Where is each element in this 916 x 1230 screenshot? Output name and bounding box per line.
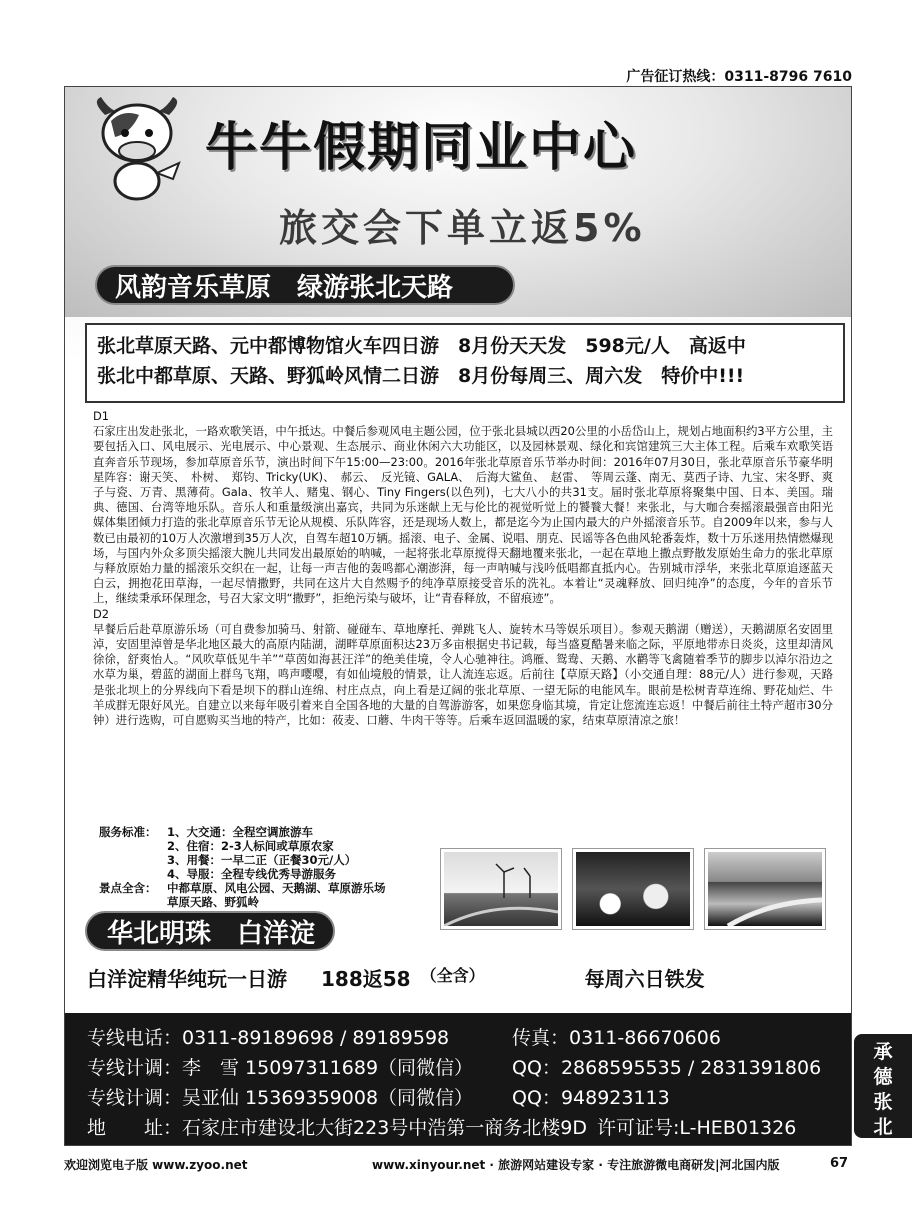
day-label: D1: [93, 409, 110, 423]
tour-name: 白洋淀精华纯玩一日游: [87, 967, 287, 991]
photo-flowers: [573, 849, 693, 929]
offer-box: [85, 323, 845, 403]
planner-contact: 吴亚仙 15369359008（同微信）: [182, 1087, 474, 1109]
offer-line: 张北中都草原、天路、野狐岭风情二日游 8月份每周三、周六发 特价中!!!: [97, 365, 745, 387]
section-banner-zhangbei: 风韵音乐草原 绿游张北天路: [95, 265, 515, 305]
cow-mascot-icon: [87, 93, 187, 205]
side-tab-char: 北: [873, 1116, 893, 1138]
spots-item: 草原天路、野狐岭: [167, 895, 259, 909]
offer-line: 张北草原天路、元中都博物馆火车四日游 8月份天天发 598元/人 高返中: [97, 335, 746, 357]
service-item: 2、住宿：2-3人标间或草原农家: [167, 839, 334, 853]
itinerary: [93, 409, 833, 728]
service-item: 4、导服：全程专线优秀导游服务: [167, 867, 336, 881]
side-tab-char: 张: [873, 1091, 893, 1113]
tour-schedule: 每周六日铁发: [584, 967, 705, 991]
photo-wind-turbines: [441, 849, 561, 929]
spots-item: 中都草原、风电公园、天鹅湖、草原游乐场: [167, 881, 386, 895]
hotline-number: 0311-89189698 / 89189598: [182, 1027, 450, 1049]
service-item: 1、大交通：全程空调旅游车: [167, 825, 314, 839]
day-label: D2: [93, 606, 110, 621]
side-tab-char: 德: [873, 1066, 893, 1088]
ad-frame: [64, 86, 852, 1146]
address-label: 地 址：: [87, 1117, 183, 1139]
qq-label: QQ：: [512, 1057, 561, 1079]
baiyangdian-tour: [87, 963, 827, 992]
contact-label: 专线电话：: [87, 1027, 183, 1049]
footer-right: www.xinyour.net · 旅游网站建设专家 · 专注旅游微电商研发|河北国内版: [372, 1158, 780, 1172]
photo-road: [705, 849, 825, 929]
service-item: 3、用餐：一早二正（正餐30元/人）: [167, 853, 357, 867]
ad-hotline: 广告征订热线：0311-8796 7610: [626, 69, 852, 85]
qq-number: 2868595535 / 2831391806: [560, 1057, 822, 1079]
qq-number: 948923113: [560, 1087, 670, 1109]
fax-number: 0311-86670606: [569, 1027, 721, 1049]
page-number: 67: [830, 1156, 849, 1171]
contact-label: 专线计调：: [87, 1057, 183, 1079]
planner-contact: 李 雪 15097311689（同微信）: [182, 1057, 474, 1079]
section-banner-baiyangdian: 华北明珠 白洋淀: [85, 911, 335, 951]
address-value: 石家庄市建设北大街223号中浩第一商务北楼9D: [182, 1117, 588, 1139]
day-text: 早餐后后赴草原游乐场（可自费参加骑马、射箭、碰碰车、草地摩托、弹跳飞人、旋转木马等娱乐项目）。参观天鹅湖（赠送），天鹅湖原名安固里淖，安固里淖曾是华北地区最大的高原内陆湖，湖畔草原面积达23万多亩根据史书记载，每当盛夏酷暑来临之际，平原地带赤日炎炎，这里却清风徐徐，舒爽怡人。“风吹草低见牛羊”“草茵如海甚汪洋”的绝美佳境，令人心驰神往。鸿雁、鸳鸯、天鹅、水鹳等飞禽随着季节的脚步以淖尔沿边之水草为巢，碧蓝的湖面上群鸟飞翔，鸣声嘤嘤，有如仙境般的情景，让人流连忘返。后前往【草原天路】（小交通自理：88元/人）进行参观，天路是张北坝上的分界线向下看是坝下的群山连绵、村庄点点，向上看是辽阔的张北草原、一望无际的电能风车。眼前是松树青草连绵、野花灿烂、牛羊成群无限好风光。自建立以来每年吸引着来自全国各地的大量的自驾游游客，如果您身临其境，肯定让您流连忘返！中餐后前往土特产超市30分钟）进行选购，可自愿购买当地的特产，比如：莜麦、口蘑、牛肉干等等。后乘车返回温暖的家，结束草原清凉之旅！: [93, 621, 833, 728]
day-text: 石家庄出发赴张北，一路欢歌笑语，中午抵达。中餐后参观风电主题公园，位于张北县城以西20公里的小岳岱山上，规划占地面积约3平方公里，主要包括入口、风电展示、光电展示、中心景观、生态展示、商业休闲六大功能区，以及园林景观、绿化和宾馆建筑三大主体工程。后乘车欢歌笑语直奔音乐节现场，参加草原音乐节，演出时间下午15:00—23:00。2016年张北草原音乐节举办时间：2016年07月30日，张北草原音乐节豪华明星阵容：谢天笑、 朴树、 郑钧、Tricky(UK)、 郝云、 反光镜、GALA、 后海大鲨鱼、 赵雷、 等周云蓬、南无、莫西子诗、九宝、宋冬野、爽子与瓷、万青、黑薄荷。Gala、牧羊人、赌鬼、钢心、Tiny Fingers(以色列)，七大八小的共31支。届时张北草原将聚集中国、日本、美国。瑞典、德国、台湾等地乐队。音乐人和重量级演出嘉宾，共同为乐迷献上无与伦比的视觉听觉上的饕餮大餐！来张北，与大咖合奏摇滚最强音由阳光媒体集团倾力打造的张北草原音乐节无论从规模、乐队阵容，还是现场人数上，都是迄今为止国内最大的户外摇滚音乐节。自2009年以来，参与人数已由最初的10万人次激增到35万人次，自驾车超10万辆。摇滚、电子、金属、说唱、朋克、民谣等各色曲风轮番轰炸，数十万乐迷用热情燃爆现场，与国内外众多顶尖摇滚大腕儿共同发出最原始的呐喊，一起将张北草原搅得天翻地覆来张北，一起在草地上撒点野散发原始生命力的张北草原与释放原始力量的摇滚乐交织在一起，让每一声吉他的轰鸣都心潮澎湃，每一声呐喊与浅吟低唱都直抵内心。告别城市浮华，来张北草原追逐蓝天白云，拥抱花田草海，一起尽情撒野，共同在这片大自然赐予的纯净草原接受音乐的洗礼。本着让“灵魂释放、回归纯净”的态度，今年的音乐节上，继续秉承环保理念，号召大家文明“撒野”，拒绝污染与破坏，让“青春释放，不留痕迹”。: [93, 424, 833, 606]
tour-price: 188返58: [321, 967, 411, 991]
service-standard: [99, 825, 386, 909]
page-title: 牛牛假期同业中心: [205, 118, 638, 178]
spots-label: 景点全含：: [99, 881, 157, 895]
promo-subtitle: 旅交会下单立返5%: [279, 206, 646, 250]
footer-left: 欢迎浏览电子版 www.zyoo.net: [64, 1158, 248, 1172]
side-tab-char: 承: [873, 1041, 893, 1063]
fax-label: 传真：: [512, 1027, 570, 1049]
license-number: 许可证号:L-HEB01326: [597, 1117, 797, 1139]
contact-label: 专线计调：: [87, 1087, 183, 1109]
contact-panel: [65, 1013, 851, 1146]
tour-note: （全含）: [420, 966, 485, 985]
qq-label: QQ：: [512, 1087, 561, 1109]
side-tab: [854, 1034, 912, 1138]
service-label: 服务标准：: [99, 825, 157, 839]
